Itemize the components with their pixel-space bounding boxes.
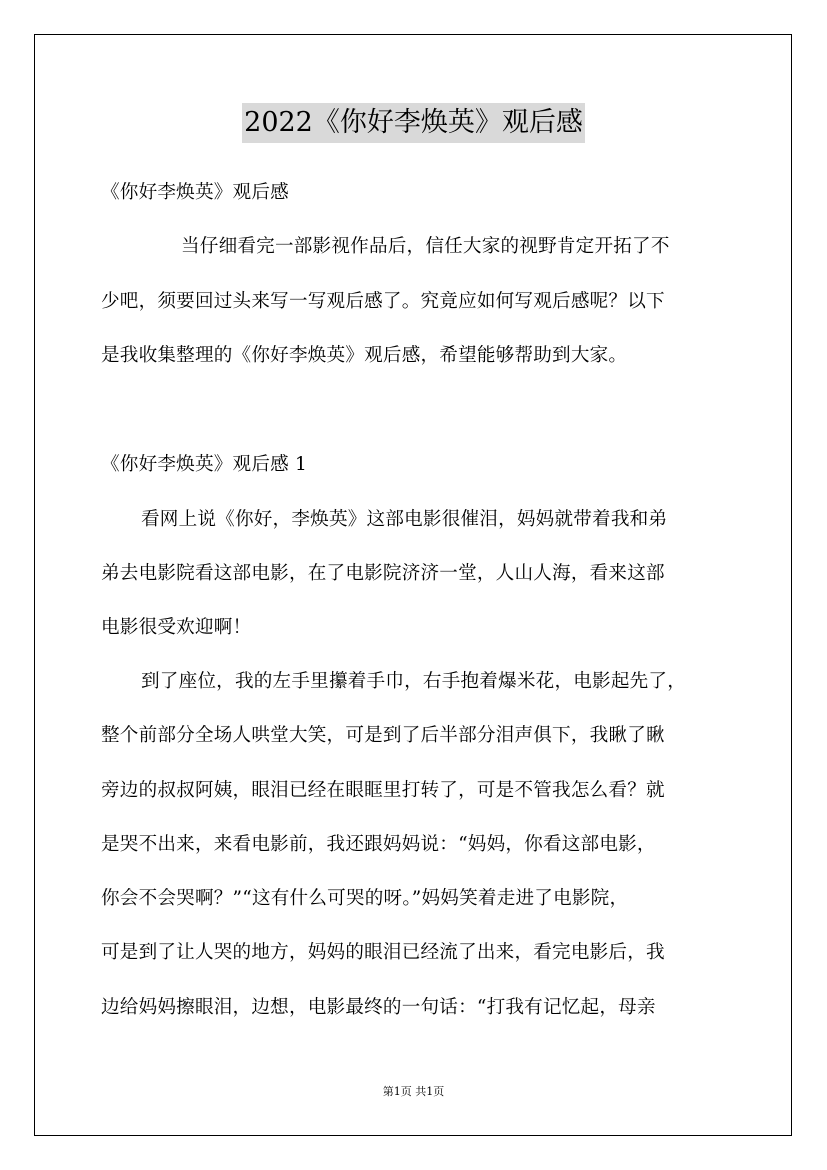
body-line: 可是到了让人哭的地方，妈妈的眼泪已经流了出来，看完电影后，我 xyxy=(101,942,665,963)
body-line: 到了座位，我的左手里攥着手巾，右手抱着爆米花，电影起先了， xyxy=(141,671,687,692)
body-line: 看网上说《你好，李焕英》这部电影很催泪，妈妈就带着我和弟 xyxy=(141,509,668,530)
body-line: 是哭不出来，来看电影前，我还跟妈妈说：“妈妈，你看这部电影， xyxy=(101,834,656,855)
title-container xyxy=(0,103,827,143)
body-line: 整个前部分全场人哄堂大笑，可是到了后半部分泪声俱下，我瞅了瞅 xyxy=(101,725,665,746)
intro-line: 当仔细看完一部影视作品后，信任大家的视野肯定开拓了不 xyxy=(181,236,670,257)
intro-line: 少吧，须要回过头来写一写观后感了。究竟应如何写观后感呢？以下 xyxy=(101,291,665,312)
document-title: 2022《你好李焕英》观后感 xyxy=(242,103,585,143)
body-line: 你会不会哭啊？”“这有什么可哭的呀。”妈妈笑着走进了电影院， xyxy=(101,888,629,909)
body-line: 弟去电影院看这部电影，在了电影院济济一堂，人山人海，看来这部 xyxy=(101,563,665,584)
body-line: 电影很受欢迎啊！ xyxy=(101,617,252,638)
section-heading: 《你好李焕英》观后感 1 xyxy=(101,454,308,475)
body-line: 旁边的叔叔阿姨，眼泪已经在眼眶里打转了，可是不管我怎么看？就 xyxy=(101,780,665,801)
intro-line: 是我收集整理的《你好李焕英》观后感，希望能够帮助到大家。 xyxy=(101,345,628,366)
page-footer: 第1页 共1页 xyxy=(382,1085,445,1098)
body-line: 边给妈妈擦眼泪，边想，电影最终的一句话：“打我有记忆起，母亲 xyxy=(101,997,656,1018)
document-subtitle: 《你好李焕英》观后感 xyxy=(101,182,289,203)
